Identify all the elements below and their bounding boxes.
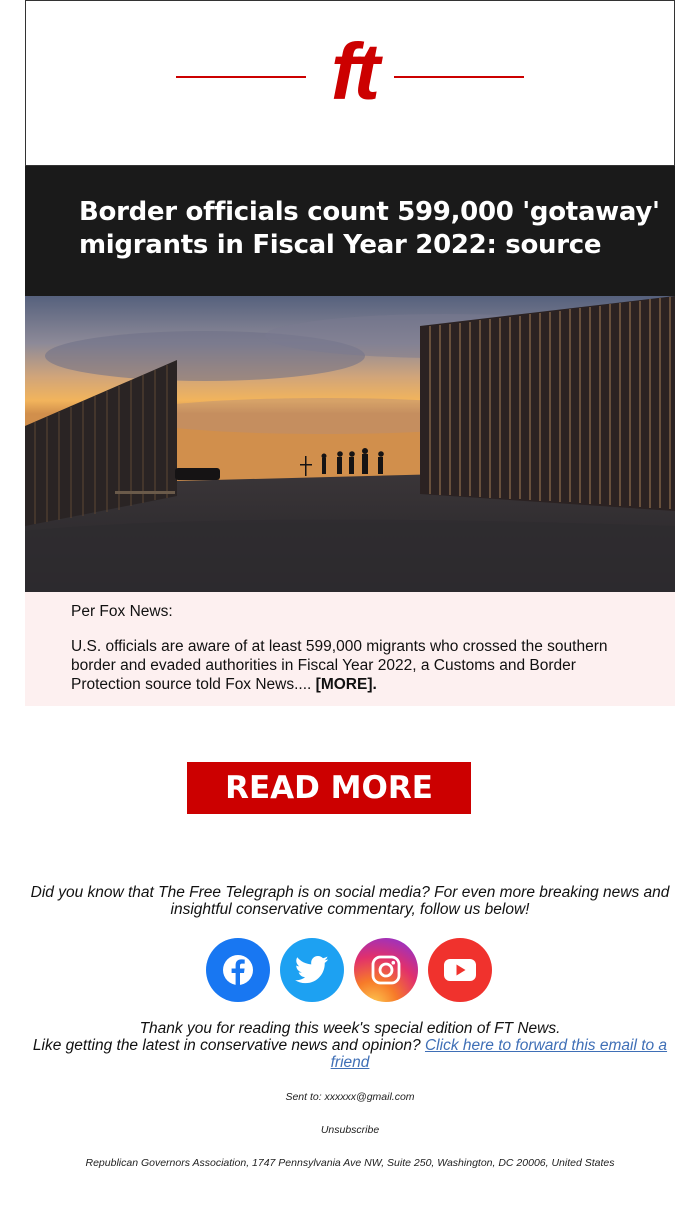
more-link[interactable]: [MORE]. <box>315 676 377 693</box>
unsubscribe-text <box>25 1124 675 1136</box>
footer-thanks-block <box>25 1020 675 1071</box>
thanks-line: Thank you for reading this week's special edition of FT News. <box>139 1020 561 1037</box>
youtube-icon[interactable] <box>428 938 492 1002</box>
excerpt-text: U.S. officials are aware of at least 599,000 migrants who crossed the southern border and evaded authorities in Fiscal Year 2022, a Customs and Border Protection source told Fox News.... <box>71 638 608 693</box>
instagram-glyph <box>370 954 402 986</box>
logo-left-rule <box>176 76 306 78</box>
logo-right-rule <box>394 76 524 78</box>
article-source: Per Fox News: <box>71 603 173 620</box>
header-logo-box <box>25 0 675 166</box>
unsubscribe-link[interactable]: Unsubscribe <box>320 1124 380 1136</box>
forward-email-link[interactable]: Click here to forward this email to a friend <box>330 1037 668 1071</box>
article-headline[interactable]: Border officials count 599,000 'gotaway' migrants in Fiscal Year 2022: source <box>79 197 660 260</box>
hero-image[interactable] <box>25 296 675 592</box>
excerpt-paragraph <box>71 637 635 694</box>
instagram-icon[interactable] <box>354 938 418 1002</box>
forward-prefix: Like getting the latest in conservative news and opinion? <box>32 1037 421 1054</box>
forward-line <box>25 1037 675 1071</box>
youtube-glyph <box>443 958 477 982</box>
headline-bar <box>25 166 675 296</box>
hero-photo-illustration <box>25 296 675 592</box>
twitter-icon[interactable] <box>280 938 344 1002</box>
sender-address: Republican Governors Association, 1747 Pennsylvania Ave NW, Suite 250, Washington, DC 20006, United States <box>85 1157 615 1169</box>
cta-container <box>187 762 471 814</box>
article-excerpt <box>25 592 675 706</box>
social-intro: Did you know that The Free Telegraph is on social media? For even more breaking news and insightful conservative commentary, follow us below! <box>30 884 670 918</box>
ft-logo[interactable]: ft <box>330 27 377 116</box>
email-body <box>25 0 675 706</box>
facebook-icon[interactable] <box>206 938 270 1002</box>
twitter-glyph <box>295 955 329 985</box>
facebook-glyph <box>221 953 255 987</box>
social-icons <box>206 938 492 1002</box>
sent-to: Sent to: xxxxxx@gmail.com <box>285 1091 415 1103</box>
read-more-button[interactable]: READ MORE <box>187 762 471 814</box>
